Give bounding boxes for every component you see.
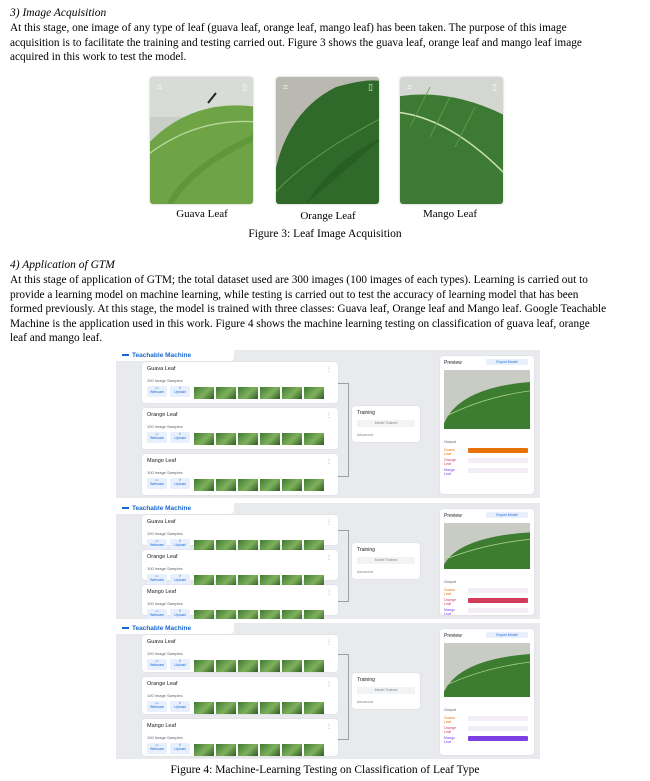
section-3-paragraph [10, 21, 630, 65]
crop-icon: ⌗ [283, 83, 289, 93]
webcam-label: Webcam [149, 613, 165, 617]
sample-thumbnails [194, 609, 326, 619]
sample-thumbnail [282, 744, 302, 756]
sample-thumbnail [194, 744, 214, 756]
sample-thumbnail [238, 702, 258, 714]
sample-thumbnails [194, 432, 326, 450]
output-label: Guava Leaf [444, 588, 455, 596]
class-card [142, 550, 338, 580]
orange-leaf-photo [276, 77, 379, 204]
preview-title: Preview [444, 633, 462, 639]
upload-label: Upload [174, 436, 186, 440]
sample-thumbnails [194, 478, 326, 496]
export-model-button[interactable]: Export Model [486, 359, 528, 365]
sample-thumbnail [238, 433, 258, 445]
gtm-brand [122, 625, 191, 632]
sample-thumbnail [282, 433, 302, 445]
output-label: Mango Leaf [444, 736, 455, 744]
class-card [142, 585, 338, 615]
upload-button[interactable]: ⇪ Upload [170, 478, 190, 489]
output-title: Output [444, 707, 457, 712]
advanced-toggle[interactable]: Advanced [357, 700, 373, 704]
sample-thumbnail [260, 433, 280, 445]
sample-thumbnail [304, 610, 324, 619]
upload-button[interactable]: ⇪ Upload [170, 743, 190, 754]
training-card [352, 543, 420, 579]
sample-thumbnails [194, 386, 326, 404]
more-icon[interactable]: ⋮ [326, 459, 332, 465]
confidence-bar [468, 608, 528, 613]
sample-thumbnail [194, 479, 214, 491]
webcam-button[interactable]: ▭ Webcam [147, 659, 167, 670]
section-3-heading: 3) Image Acquisition [10, 7, 107, 19]
paragraph-line: formed previously. At this stage, the model is trained with three classes: Guava leaf, Orange leaf and Mango leaf. Google Teachable [10, 303, 607, 316]
class-name[interactable]: Guava Leaf [147, 366, 176, 372]
train-model-button[interactable]: Model Trained [357, 420, 415, 427]
preview-image [444, 643, 530, 697]
gtm-brand-label: Teachable Machine [132, 625, 192, 632]
class-card [142, 635, 338, 672]
preview-leaf-image [444, 643, 530, 697]
sample-thumbnail [282, 660, 302, 672]
connector-lines [338, 383, 349, 477]
output-label: Orange Leaf [444, 598, 456, 606]
class-card [142, 408, 338, 449]
mango-leaf-photo [400, 77, 503, 204]
figure-3-caption: Figure 3: Leaf Image Acquisition [248, 228, 402, 240]
sample-thumbnail [216, 702, 236, 714]
sample-thumbnail [238, 610, 258, 619]
sample-thumbnail [216, 610, 236, 619]
upload-label: Upload [174, 663, 186, 667]
sample-thumbnail [282, 702, 302, 714]
sample-count: 100 Image Samples [147, 735, 183, 740]
class-name[interactable]: Orange Leaf [147, 554, 178, 560]
webcam-button[interactable]: ▭ Webcam [147, 539, 167, 550]
train-model-button[interactable]: Model Trained [357, 557, 415, 564]
more-icon[interactable]: ⋮ [326, 367, 332, 373]
sample-thumbnail [238, 744, 258, 756]
upload-label: Upload [174, 613, 186, 617]
class-card [142, 719, 338, 756]
gtm-screenshot [116, 503, 540, 619]
sample-thumbnail [216, 479, 236, 491]
output-label: Orange Leaf [444, 726, 456, 734]
output-label: Orange Leaf [444, 458, 456, 466]
sample-thumbnail [194, 387, 214, 399]
sample-thumbnail [216, 744, 236, 756]
class-card [142, 677, 338, 714]
sample-count: 100 Image Samples [147, 601, 183, 606]
connector-lines [338, 530, 349, 602]
class-name[interactable]: Mango Leaf [147, 458, 177, 464]
sample-thumbnails [194, 659, 326, 677]
more-icon[interactable]: ⋮ [326, 590, 332, 596]
sample-thumbnail [304, 660, 324, 672]
webcam-button[interactable]: ▭ Webcam [147, 701, 167, 712]
training-card [352, 406, 420, 442]
confidence-fill [468, 736, 528, 741]
training-title: Training [357, 547, 375, 553]
sample-count: 100 Image Samples [147, 531, 183, 536]
output-title: Output [444, 439, 457, 444]
preview-image [444, 370, 530, 429]
paragraph-line: acquired in this work to test the model. [10, 51, 187, 64]
class-card [142, 362, 338, 403]
paragraph-line: At this stage of application of GTM; the total dataset used are 300 images (100 images of each types). Learning is carried out to [10, 274, 588, 286]
sample-count: 100 Image Samples [147, 424, 183, 429]
sample-thumbnail [282, 610, 302, 619]
advanced-toggle[interactable]: Advanced [357, 570, 373, 574]
sample-thumbnail [216, 433, 236, 445]
confidence-fill [468, 448, 528, 453]
confidence-bar [468, 726, 528, 731]
sample-thumbnail [194, 660, 214, 672]
confidence-bar [468, 588, 528, 593]
more-icon[interactable]: ⋮ [326, 555, 332, 561]
upload-button[interactable]: ⇪ Upload [170, 701, 190, 712]
mango-leaf-label: Mango Leaf [422, 208, 478, 220]
upload-button[interactable]: ⇪ Upload [170, 432, 190, 443]
webcam-label: Webcam [149, 390, 165, 394]
figure-4-caption: Figure 4: Machine-Learning Testing on Classification of Leaf Type [170, 764, 480, 776]
section-4-paragraph [10, 273, 630, 346]
sample-thumbnail [260, 702, 280, 714]
output-label: Mango Leaf [444, 608, 455, 616]
sample-thumbnail [260, 479, 280, 491]
confidence-fill [468, 598, 528, 603]
sample-thumbnails [194, 743, 326, 759]
export-model-button[interactable]: Export Model [486, 632, 528, 638]
crop-icon: ⌗ [157, 83, 163, 93]
guava-leaf-photo [150, 77, 253, 204]
class-name[interactable]: Orange Leaf [147, 412, 178, 418]
upload-label: Upload [174, 578, 186, 582]
upload-label: Upload [174, 543, 186, 547]
preview-title: Preview [444, 360, 462, 366]
figure-3 [150, 77, 510, 227]
paragraph-line: Machine is the application used in this work. Figure 4 shows the machine learning testing on classification of guava leaf, orange [10, 317, 590, 330]
sample-thumbnail [194, 702, 214, 714]
sample-thumbnail [304, 479, 324, 491]
webcam-button[interactable]: ▭ Webcam [147, 478, 167, 489]
section-4-heading: 4) Application of GTM [10, 259, 115, 271]
sample-thumbnail [260, 610, 280, 619]
preview-leaf-image [444, 370, 530, 429]
webcam-label: Webcam [149, 705, 165, 709]
class-name[interactable]: Guava Leaf [147, 519, 176, 525]
sample-thumbnail [194, 433, 214, 445]
menu-icon: ▯ [242, 83, 247, 93]
sample-thumbnail [304, 433, 324, 445]
guava-leaf-label: Guava Leaf [176, 208, 228, 220]
class-name[interactable]: Guava Leaf [147, 639, 176, 645]
preview-leaf-image [444, 523, 530, 569]
preview-panel [440, 509, 534, 615]
webcam-button[interactable]: ▭ Webcam [147, 574, 167, 585]
menu-icon: ▯ [492, 83, 497, 93]
webcam-button[interactable]: ▭ Webcam [147, 743, 167, 754]
train-model-button[interactable]: Model Trained [357, 687, 415, 694]
webcam-label: Webcam [149, 543, 165, 547]
class-card [142, 454, 338, 495]
more-icon[interactable]: ⋮ [326, 682, 332, 688]
more-icon[interactable]: ⋮ [326, 724, 332, 730]
webcam-button[interactable]: ▭ Webcam [147, 386, 167, 397]
sample-thumbnail [216, 660, 236, 672]
upload-label: Upload [174, 705, 186, 709]
upload-button[interactable]: ⇪ Upload [170, 539, 190, 550]
gtm-brand [122, 352, 191, 359]
training-title: Training [357, 410, 375, 416]
class-card [142, 515, 338, 545]
crop-icon: ⌗ [407, 83, 413, 93]
sample-thumbnail [238, 479, 258, 491]
gtm-brand-label: Teachable Machine [132, 352, 192, 359]
sample-thumbnail [194, 610, 214, 619]
webcam-label: Webcam [149, 578, 165, 582]
more-icon[interactable]: ⋮ [326, 640, 332, 646]
preview-image [444, 523, 530, 569]
paragraph-line: provide a learning model on machine learning, while testing is carried out to test the accuracy of learning model that has been [10, 288, 579, 301]
upload-button[interactable]: ⇪ Upload [170, 574, 190, 585]
confidence-bar [468, 716, 528, 721]
upload-label: Upload [174, 482, 186, 486]
webcam-label: Webcam [149, 436, 165, 440]
gtm-screenshot [116, 350, 540, 498]
sample-count: 100 Image Samples [147, 378, 183, 383]
sample-thumbnail [282, 479, 302, 491]
preview-panel [440, 356, 534, 494]
preview-title: Preview [444, 513, 462, 519]
webcam-label: Webcam [149, 747, 165, 751]
paragraph-line: leaf and mango leaf. [10, 332, 103, 345]
sample-thumbnail [216, 387, 236, 399]
gtm-brand-label: Teachable Machine [132, 505, 192, 512]
sample-thumbnail [238, 660, 258, 672]
output-label: Guava Leaf [444, 716, 455, 724]
export-model-button[interactable]: Export Model [486, 512, 528, 518]
sample-count: 100 Image Samples [147, 470, 183, 475]
upload-button[interactable]: ⇪ Upload [170, 609, 190, 619]
preview-panel [440, 629, 534, 755]
sample-thumbnail [260, 660, 280, 672]
sample-thumbnail [238, 387, 258, 399]
confidence-bar [468, 458, 528, 463]
orange-leaf-label: Orange Leaf [300, 210, 356, 222]
confidence-bar [468, 468, 528, 473]
sample-count: 100 Image Samples [147, 566, 183, 571]
upload-button[interactable]: ⇪ Upload [170, 659, 190, 670]
training-card [352, 673, 420, 709]
training-title: Training [357, 677, 375, 683]
webcam-label: Webcam [149, 482, 165, 486]
output-label: Guava Leaf [444, 448, 455, 456]
paragraph-line: At this stage, one image of any type of leaf (guava leaf, orange leaf, mango leaf) has been taken. The purpose of this image [10, 22, 567, 34]
sample-count: 100 Image Samples [147, 693, 183, 698]
sample-thumbnail [260, 387, 280, 399]
menu-icon[interactable] [122, 354, 129, 356]
upload-label: Upload [174, 390, 186, 394]
sample-thumbnail [304, 702, 324, 714]
upload-button[interactable]: ⇪ Upload [170, 386, 190, 397]
sample-thumbnail [282, 387, 302, 399]
paragraph-line: acquisition is to facilitate the training and testing carried out. Figure 3 shows the guava leaf, orange leaf and mango leaf image [10, 36, 582, 49]
more-icon[interactable]: ⋮ [326, 520, 332, 526]
connector-lines [338, 654, 349, 740]
webcam-button[interactable]: ▭ Webcam [147, 609, 167, 619]
menu-icon[interactable] [122, 627, 129, 629]
advanced-toggle[interactable]: Advanced [357, 433, 373, 437]
menu-icon[interactable] [122, 507, 129, 509]
sample-count: 100 Image Samples [147, 651, 183, 656]
upload-label: Upload [174, 747, 186, 751]
sample-thumbnail [304, 744, 324, 756]
webcam-label: Webcam [149, 663, 165, 667]
gtm-screenshot [116, 623, 540, 759]
sample-thumbnail [260, 744, 280, 756]
sample-thumbnails [194, 701, 326, 719]
sample-thumbnail [304, 387, 324, 399]
class-name[interactable]: Mango Leaf [147, 723, 177, 729]
output-label: Mango Leaf [444, 468, 455, 476]
webcam-button[interactable]: ▭ Webcam [147, 432, 167, 443]
gtm-brand [122, 505, 191, 512]
more-icon[interactable]: ⋮ [326, 413, 332, 419]
output-title: Output [444, 579, 457, 584]
class-name[interactable]: Mango Leaf [147, 589, 177, 595]
menu-icon: ▯ [368, 83, 373, 93]
class-name[interactable]: Orange Leaf [147, 681, 178, 687]
